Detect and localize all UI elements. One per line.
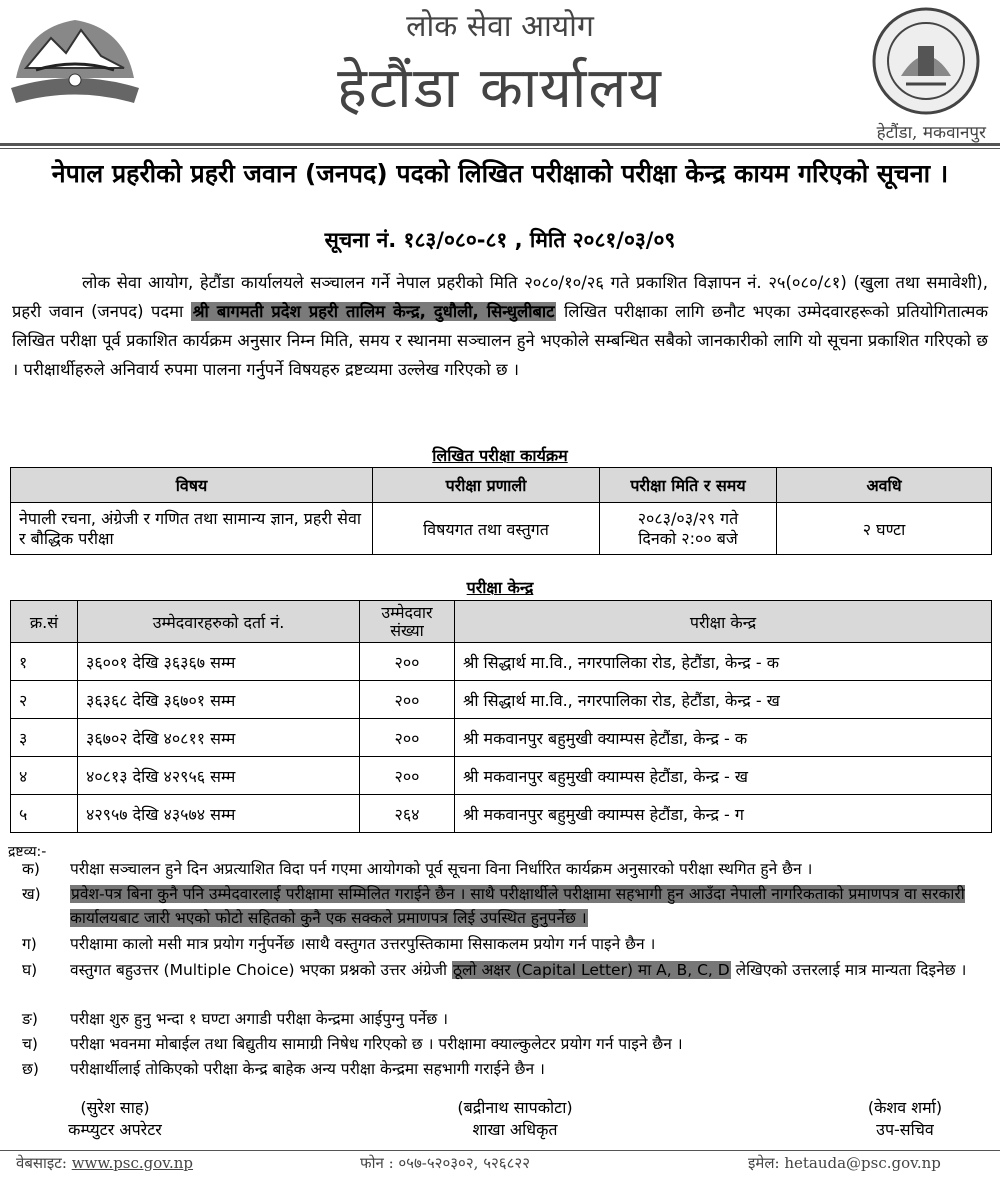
center-candidate-count: २०० bbox=[360, 757, 455, 795]
schedule-datetime bbox=[600, 503, 777, 555]
note-text: परीक्षार्थीलाई तोकिएको परीक्षा केन्द्र बाहेक अन्य परीक्षा केन्द्रमा सहभागी गराईने छैन । bbox=[70, 1060, 545, 1078]
office-name: हेटौंडा कार्यालय bbox=[337, 56, 663, 121]
note-item bbox=[22, 1057, 990, 1081]
schedule-system: विषयगत तथा वस्तुगत bbox=[373, 503, 600, 555]
footer-website bbox=[16, 1153, 193, 1173]
note-key: क) bbox=[22, 860, 40, 878]
signature-name: (बद्रीनाथ सापकोटा) bbox=[457, 1098, 573, 1117]
center-roll-range: ४२९५७ देखि ४३५७४ सम्म bbox=[78, 795, 360, 833]
note-key: छ) bbox=[22, 1060, 39, 1078]
schedule-date: २०८३/०३/२९ गते bbox=[637, 508, 739, 528]
schedule-header-subject: विषय bbox=[11, 468, 373, 503]
center-sn: ३ bbox=[11, 719, 78, 757]
footer-phone bbox=[360, 1153, 530, 1173]
schedule-time: दिनको २:०० बजे bbox=[638, 528, 738, 548]
note-text: परीक्षा भवनमा मोबाईल तथा बिद्युतीय सामाग्री निषेध गरिएको छ । परीक्षामा क्याल्कुलेटर प्रयोग गर्न पाइने छैन । bbox=[70, 1035, 683, 1053]
note-item bbox=[22, 857, 990, 881]
signature-name: (केशव शर्मा) bbox=[867, 1098, 943, 1117]
note-key: घ) bbox=[22, 961, 38, 979]
footer-divider bbox=[0, 1150, 1000, 1151]
centers-header-count bbox=[360, 601, 455, 643]
centers-title: परीक्षा केन्द्र bbox=[466, 578, 534, 597]
signature-title: उप-सचिव bbox=[876, 1120, 934, 1139]
centers-header-count-line2: संख्या bbox=[390, 620, 424, 640]
note-text-b: लेखिएको उत्तरलाई मात्र मान्यता दिइनेछ । bbox=[730, 961, 967, 979]
note-item bbox=[22, 1032, 990, 1056]
centers-header-center: परीक्षा केन्द्र bbox=[455, 601, 992, 643]
schedule-row bbox=[11, 503, 992, 555]
organization-name: लोक सेवा आयोग bbox=[406, 9, 594, 44]
paragraph-part1: लोक सेवा आयोग, हेटौंडा कार्यालयले सञ्चालन गर्ने नेपाल प्रहरीको मिति २०८०/१०/२६ गते प्रकाशित विज्ञापन नं. २५(०८०/८१) (खुला तथा समावेशी), प्रहरी जवान (जनपद) पदमा bbox=[12, 273, 988, 321]
notice-number: सूचना नं. १८३/०८०-८१ , मिति २०८१/०३/०९ bbox=[324, 228, 676, 252]
center-candidate-count: २६४ bbox=[360, 795, 455, 833]
center-row bbox=[11, 757, 992, 795]
note-text: परीक्षा शुरु हुनु भन्दा १ घण्टा अगाडी परीक्षा केन्द्रमा आईपुग्नु पर्नेछ । bbox=[70, 1010, 449, 1028]
signature-block bbox=[405, 1097, 625, 1141]
schedule-header-row bbox=[11, 468, 992, 503]
centers-header-count-line1: उम्मेदवार bbox=[381, 602, 433, 622]
note-text-a: वस्तुगत बहुउत्तर (Multiple Choice) भएका प्रश्नको उत्तर अंग्रेजी bbox=[70, 961, 452, 979]
note-text: परीक्षा सञ्चालन हुने दिन अप्रत्याशित विदा पर्न गएमा आयोगको पूर्व सूचना विना निर्धारित कार्यक्रम अनुसारको परीक्षा स्थगित हुने छैन । bbox=[70, 860, 813, 878]
website-label: वेबसाइट: bbox=[16, 1154, 67, 1172]
note-text-wrap bbox=[70, 958, 990, 982]
email-label: इमेल: bbox=[748, 1154, 780, 1172]
note-key: ग) bbox=[22, 935, 37, 953]
header-divider bbox=[0, 143, 1000, 146]
note-item bbox=[22, 958, 990, 982]
paragraph-highlight: श्री बागमती प्रदेश प्रहरी तालिम केन्द्र, दुधौली, सिन्धुलीबाट bbox=[192, 302, 555, 321]
header-divider-thin bbox=[0, 148, 1000, 149]
schedule-title: लिखित परीक्षा कार्यक्रम bbox=[432, 446, 568, 465]
center-sn: २ bbox=[11, 681, 78, 719]
note-text: प्रवेश-पत्र बिना कुनै पनि उम्मेदवारलाई परीक्षामा सम्मिलित गराईने छैन । साथै परीक्षार्थीले परीक्षामा सहभागी हुन आउँदा नेपाली नागरिकताको प्रमाणपत्र वा सरकारी कार्यालयबाट जारी भएको फोटो सहितको कुनै एक सक्कले प्रमाणपत्र लिई उपस्थित हुनुपर्नेछ । bbox=[70, 885, 965, 927]
footer-email bbox=[748, 1153, 941, 1173]
notice-title: नेपाल प्रहरीको प्रहरी जवान (जनपद) पदको लिखित परीक्षाको परीक्षा केन्द्र कायम गरिएको सूचना । bbox=[51, 159, 949, 188]
note-text-wrap bbox=[70, 882, 990, 930]
psc-seal-logo bbox=[866, 6, 986, 116]
note-text: परीक्षामा कालो मसी मात्र प्रयोग गर्नुपर्नेछ ।साथै वस्तुगत उत्तरपुस्तिकामा सिसाकलम प्रयोग गर्न पाइने छैन । bbox=[70, 935, 656, 953]
signature-block bbox=[830, 1097, 980, 1141]
phone-label: फोन bbox=[360, 1154, 384, 1172]
center-roll-range: ३६३६८ देखि ३६७०१ सम्म bbox=[78, 681, 360, 719]
note-item bbox=[22, 1007, 990, 1031]
center-row bbox=[11, 795, 992, 833]
signature-name: (सुरेश साह) bbox=[80, 1098, 150, 1117]
center-row bbox=[11, 719, 992, 757]
center-name: श्री मकवानपुर बहुमुखी क्याम्पस हेटौंडा, केन्द्र - ग bbox=[455, 795, 992, 833]
center-roll-range: ४०८१३ देखि ४२९५६ सम्म bbox=[78, 757, 360, 795]
center-sn: ४ bbox=[11, 757, 78, 795]
note-text-highlight: ठूलो अक्षर (Capital Letter) मा A, B, C, D bbox=[452, 961, 730, 979]
center-candidate-count: २०० bbox=[360, 643, 455, 681]
center-name: श्री मकवानपुर बहुमुखी क्याम्पस हेटौंडा, केन्द्र - क bbox=[455, 719, 992, 757]
website-link[interactable]: www.psc.gov.np bbox=[71, 1154, 194, 1172]
center-roll-range: ३६७०२ देखि ४०८११ सम्म bbox=[78, 719, 360, 757]
centers-header-row bbox=[11, 601, 992, 643]
center-sn: १ bbox=[11, 643, 78, 681]
center-sn: ५ bbox=[11, 795, 78, 833]
center-roll-range: ३६००१ देखि ३६३६७ सम्म bbox=[78, 643, 360, 681]
notes-heading: द्रष्टव्य:- bbox=[8, 844, 47, 860]
schedule-duration: २ घण्टा bbox=[777, 503, 992, 555]
note-key: ख) bbox=[22, 885, 41, 903]
note-key: च) bbox=[22, 1035, 38, 1053]
centers-header-roll: उम्मेदवारहरुको दर्ता नं. bbox=[78, 601, 360, 643]
signature-title: कम्प्युटर अपरेटर bbox=[68, 1120, 162, 1139]
schedule-header-duration: अवधि bbox=[777, 468, 992, 503]
centers-header-sn: क्र.सं bbox=[11, 601, 78, 643]
phone-number: : ०५७-५२०३०२, ५२६८२२ bbox=[388, 1154, 530, 1172]
center-candidate-count: २०० bbox=[360, 719, 455, 757]
centers-table bbox=[10, 600, 992, 833]
schedule-subject: नेपाली रचना, अंग्रेजी र गणित तथा सामान्य ज्ञान, प्रहरी सेवा र बौद्धिक परीक्षा bbox=[11, 503, 373, 555]
note-item bbox=[22, 882, 990, 930]
office-location: हेटौंडा, मकवानपुर bbox=[876, 123, 986, 143]
center-candidate-count: २०० bbox=[360, 681, 455, 719]
signature-block bbox=[20, 1097, 210, 1141]
notice-paragraph bbox=[12, 268, 988, 384]
paragraph-part2: लिखित परीक्षाका लागि छनौट भएका उम्मेदवारहरूको प्रतियोगितात्मक लिखित परीक्षा पूर्व प्रकाशित कार्यक्रम अनुसार निम्न मिति, समय र स्थानमा सञ्चालन हुने भएकोले सम्बन्धित सबैको जानकारीको लागि यो सूचना प्रकाशित गरिएको छ । परीक्षार्थीहरुले अनिवार्य रुपमा पालना गर्नुपर्ने विषयहरु द्रष्टव्यमा उल्लेख गरिएको छ । bbox=[12, 302, 988, 379]
center-name: श्री सिद्धार्थ मा.वि., नगरपालिका रोड, हेटौंडा, केन्द्र - ख bbox=[455, 681, 992, 719]
note-item bbox=[22, 932, 990, 956]
center-row bbox=[11, 643, 992, 681]
signature-title: शाखा अधिकृत bbox=[472, 1120, 558, 1139]
note-key: ङ) bbox=[22, 1010, 38, 1028]
center-name: श्री मकवानपुर बहुमुखी क्याम्पस हेटौंडा, केन्द्र - ख bbox=[455, 757, 992, 795]
center-name: श्री सिद्धार्थ मा.वि., नगरपालिका रोड, हेटौंडा, केन्द्र - क bbox=[455, 643, 992, 681]
schedule-header-datetime: परीक्षा मिति र समय bbox=[600, 468, 777, 503]
center-row bbox=[11, 681, 992, 719]
schedule-table bbox=[10, 467, 992, 555]
schedule-header-system: परीक्षा प्रणाली bbox=[373, 468, 600, 503]
email-address[interactable]: hetauda@psc.gov.np bbox=[784, 1154, 941, 1172]
